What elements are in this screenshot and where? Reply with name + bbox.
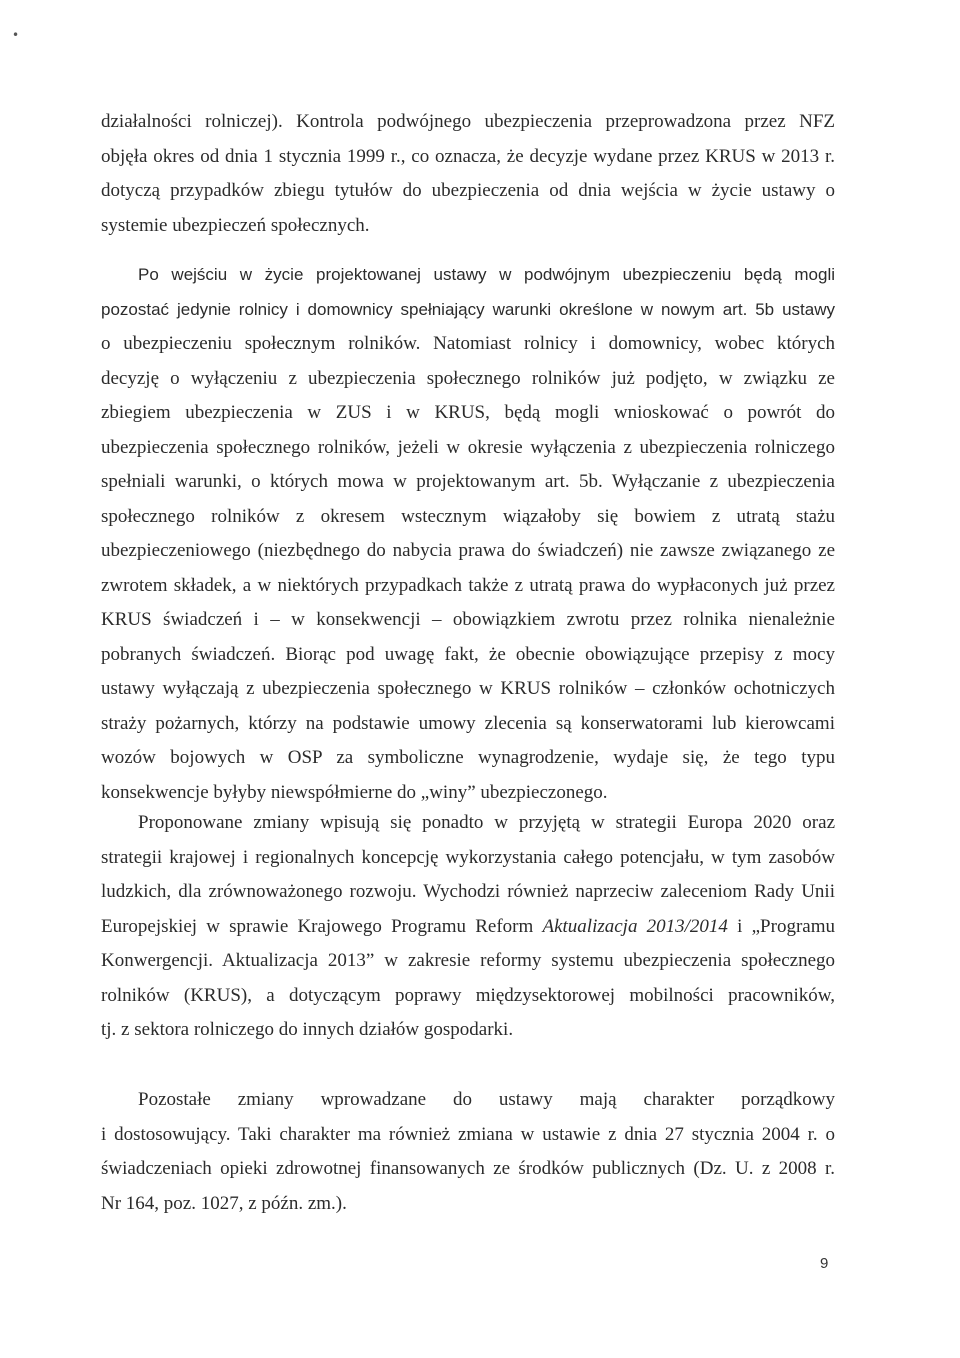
text-line: społecznego rolników z okresem wstecznym wiązałoby się bowiem z utratą stażu — [101, 505, 835, 527]
text-line: pozostać jedynie rolnicy i domownicy spełniający warunki określone w nowym art. 5b ustawy — [101, 299, 835, 319]
text-line: Pozostałe zmiany wprowadzane do ustawy mają charakter porządkowy — [138, 1089, 835, 1110]
text-line: konsekwencje byłyby niewspółmierne do „winy” ubezpieczonego. — [101, 781, 608, 803]
text-line: Konwergencji. Aktualizacja 2013” w zakresie reformy systemu ubezpieczenia społecznego — [101, 950, 835, 971]
text-segment: Europejskiej w sprawie Krajowego Programu Reform — [101, 915, 543, 937]
text-line: Po wejściu w życie projektowanej ustawy w podwójnym ubezpieczeniu będą mogli — [138, 265, 835, 284]
page-number: 9 — [820, 1255, 829, 1272]
text-line: strategii krajowej i regionalnych koncepcję wykorzystania całego potencjału, w tym zasobów — [101, 846, 835, 868]
text-line: Nr 164, poz. 1027, z późn. zm.). — [101, 1192, 347, 1214]
text-line: objęła okres od dnia 1 stycznia 1999 r., co oznacza, że decyzje wydane przez KRUS w 2013 r. — [101, 145, 835, 167]
text-line: zwrotem składek, a w niektórych przypadkach także z utratą prawa do wypłaconych już przez — [101, 574, 835, 596]
text-line: dotyczą przypadków zbiegu tytułów do ubezpieczenia od dnia wejścia w życie ustawy o — [101, 180, 835, 201]
text-line: tj. z sektora rolniczego do innych działów gospodarki. — [101, 1019, 514, 1040]
text-line: decyzję o wyłączeniu z ubezpieczenia społecznego rolników już podjęto, w związku ze — [101, 367, 835, 389]
text-line: ubezpieczeniowego (niezbędnego do nabycia prawa do świadczeń) nie zawsze związanego ze — [101, 540, 835, 561]
scan-artifact-mark: • — [12, 28, 20, 42]
text-line: wozów bojowych w OSP za symboliczne wynagrodzenie, wydaje się, że tego typu — [101, 747, 835, 768]
text-line: systemie ubezpieczeń społecznych. — [101, 214, 370, 236]
text-line: i dostosowujący. Taki charakter ma również zmiana w ustawie z dnia 27 stycznia 2004 r. o — [101, 1123, 835, 1145]
text-line: zbiegiem ubezpieczenia w ZUS i w KRUS, będą mogli wnioskować o powrót do — [101, 402, 835, 423]
text-line: świadczeniach opieki zdrowotnej finansowanych ze środków publicznych (Dz. U. z 2008 r. — [101, 1158, 835, 1179]
text-segment: i „Programu — [727, 915, 835, 937]
paragraph-4 — [101, 1083, 835, 1221]
text-line: Proponowane zmiany wpisują się ponadto w przyjętą w strategii Europa 2020 oraz — [138, 812, 835, 833]
text-line: pobranych świadczeń. Biorąc pod uwagę fakt, że obecnie obowiązujące przepisy z mocy — [101, 643, 835, 665]
text-line: ludzkich, dla zrównoważonego rozwoju. Wychodzi również naprzeciw zaleceniom Rady Unii — [101, 881, 835, 902]
text-line: rolników (KRUS), a dotyczącym poprawy międzysektorowej mobilności pracowników, — [101, 984, 835, 1006]
text-line: spełniali warunki, o których mowa w projektowanym art. 5b. Wyłączanie z ubezpieczenia — [101, 471, 835, 492]
text-line — [101, 910, 835, 945]
paragraph-2 — [101, 258, 835, 810]
paragraph-3 — [101, 806, 835, 1048]
text-line: działalności rolniczej). Kontrola podwójnego ubezpieczenia przeprowadzona przez NFZ — [101, 111, 835, 132]
text-line: ustawy wyłączają z ubezpieczenia społecznego w KRUS rolników – członków ochotniczych — [101, 678, 835, 699]
text-line: straży pożarnych, którzy na podstawie umowy zlecenia są konserwatorami lub kierowcami — [101, 712, 835, 734]
italic-title: Aktualizacja 2013/2014 — [542, 915, 728, 937]
paragraph-1 — [101, 105, 835, 243]
text-line: KRUS świadczeń i – w konsekwencji – obowiązkiem zwrotu przez rolnika nienależnie — [101, 609, 835, 630]
text-line: ubezpieczenia społecznego rolników, jeżeli w okresie wyłączenia z ubezpieczenia rolniczego — [101, 436, 835, 458]
text-line: o ubezpieczeniu społecznym rolników. Natomiast rolnicy i domownicy, wobec których — [101, 333, 835, 354]
